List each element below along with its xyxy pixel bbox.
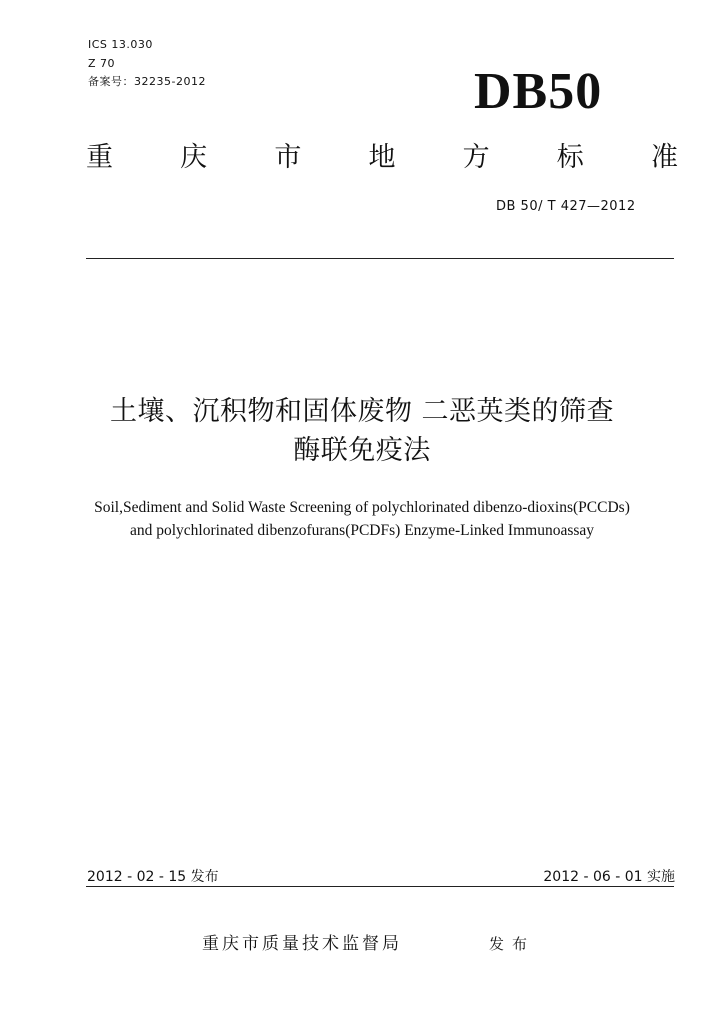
standard-code: DB50: [474, 63, 603, 120]
title-english-line: Soil,Sediment and Solid Waste Screening of polychlorinated dibenzo-dioxins(PCCDs): [94, 499, 630, 516]
implementation-date: 2012 - 06 - 01 实施: [543, 869, 675, 885]
standard-type-char: 市: [274, 142, 302, 173]
standard-type-char: 方: [462, 142, 490, 173]
title-chinese-line: 土壤、沉积物和固体废物 二恶英类的筛查: [109, 396, 615, 427]
standard-type: [86, 140, 678, 176]
title-chinese: [0, 392, 724, 470]
standard-number: DB 50/ T 427—2012: [496, 199, 636, 214]
standard-type-char: 标: [556, 142, 584, 173]
bottom-divider: [86, 886, 674, 887]
issuing-authority: 重庆市质量技术监督局: [202, 934, 402, 954]
ics-code: ICS 13.030: [88, 38, 153, 51]
standard-type-char: 地: [368, 142, 396, 173]
issue-date: 2012 - 02 - 15 发布: [87, 869, 219, 885]
title-english: [0, 496, 724, 542]
clc-code: Z 70: [88, 57, 116, 70]
title-english-line: and polychlorinated dibenzofurans(PCDFs) Enzyme-Linked Immunoassay: [129, 522, 595, 539]
standard-type-char: 重: [86, 142, 113, 173]
standard-type-char: 庆: [180, 142, 208, 173]
filing-number: 备案号：32235-2012: [88, 75, 206, 88]
top-divider: [86, 258, 674, 259]
standard-type-char: 准: [650, 142, 678, 173]
title-chinese-line: 酶联免疫法: [293, 435, 431, 466]
issued-label: 发布: [489, 935, 536, 953]
